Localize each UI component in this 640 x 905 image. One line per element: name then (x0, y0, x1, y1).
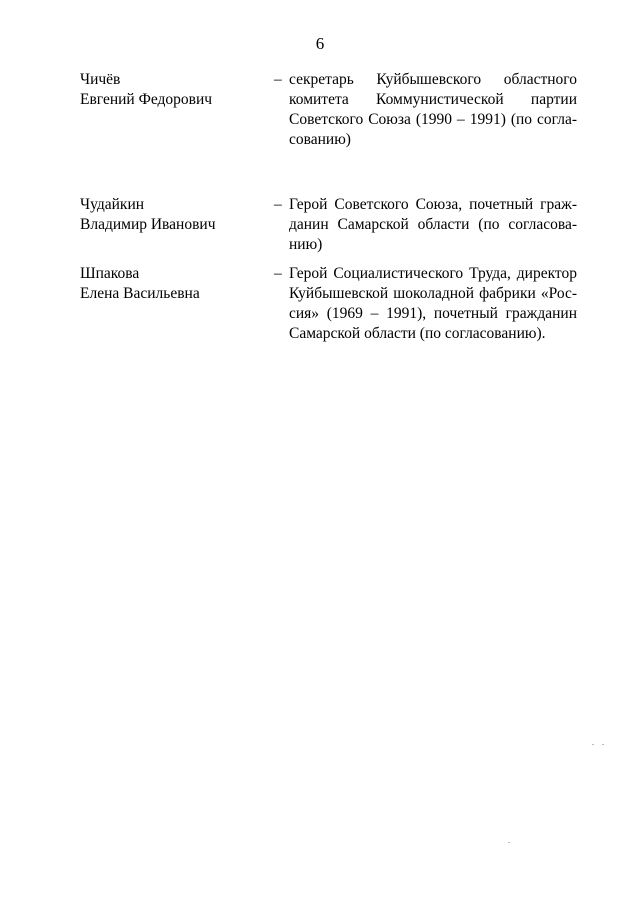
person-description (289, 70, 577, 150)
scan-speck (602, 744, 604, 745)
scan-speck (508, 842, 510, 843)
description-line: комитета Коммунистической партии (289, 91, 577, 108)
person-description (289, 195, 577, 255)
description-line: Герой Социалистического Труда, директор (289, 265, 577, 282)
person-given-names: Елена Васильевна (80, 285, 200, 302)
person-name (80, 70, 260, 110)
description-line: Советского Союза (1990 – 1991) (по согла- (289, 111, 577, 128)
dash-separator: – (274, 71, 282, 88)
description-line: Герой Советского Союза, почетный граж- (289, 196, 577, 213)
description-line: сованию) (289, 131, 351, 148)
person-surname: Чудайкин (80, 196, 145, 213)
description-line: нию) (289, 236, 323, 253)
dash-separator: – (274, 265, 282, 282)
page-number: 6 (315, 34, 325, 53)
person-description (289, 264, 577, 344)
person-given-names: Евгений Федорович (80, 91, 213, 108)
person-surname: Чичёв (80, 71, 121, 88)
description-line: секретарь Куйбышевского областного (289, 71, 577, 88)
scan-speck (592, 744, 594, 745)
description-line: Самарской области (по согласованию). (289, 325, 546, 342)
person-name (80, 195, 260, 235)
dash-separator: – (274, 196, 282, 213)
description-line: данин Самарской области (по согласова- (289, 216, 577, 233)
person-surname: Шпакова (80, 265, 140, 282)
person-given-names: Владимир Иванович (80, 216, 216, 233)
description-line: Куйбышевской шоколадной фабрики «Рос- (289, 285, 577, 302)
description-line: сия» (1969 – 1991), почетный гражданин (289, 305, 577, 322)
person-name (80, 264, 260, 304)
